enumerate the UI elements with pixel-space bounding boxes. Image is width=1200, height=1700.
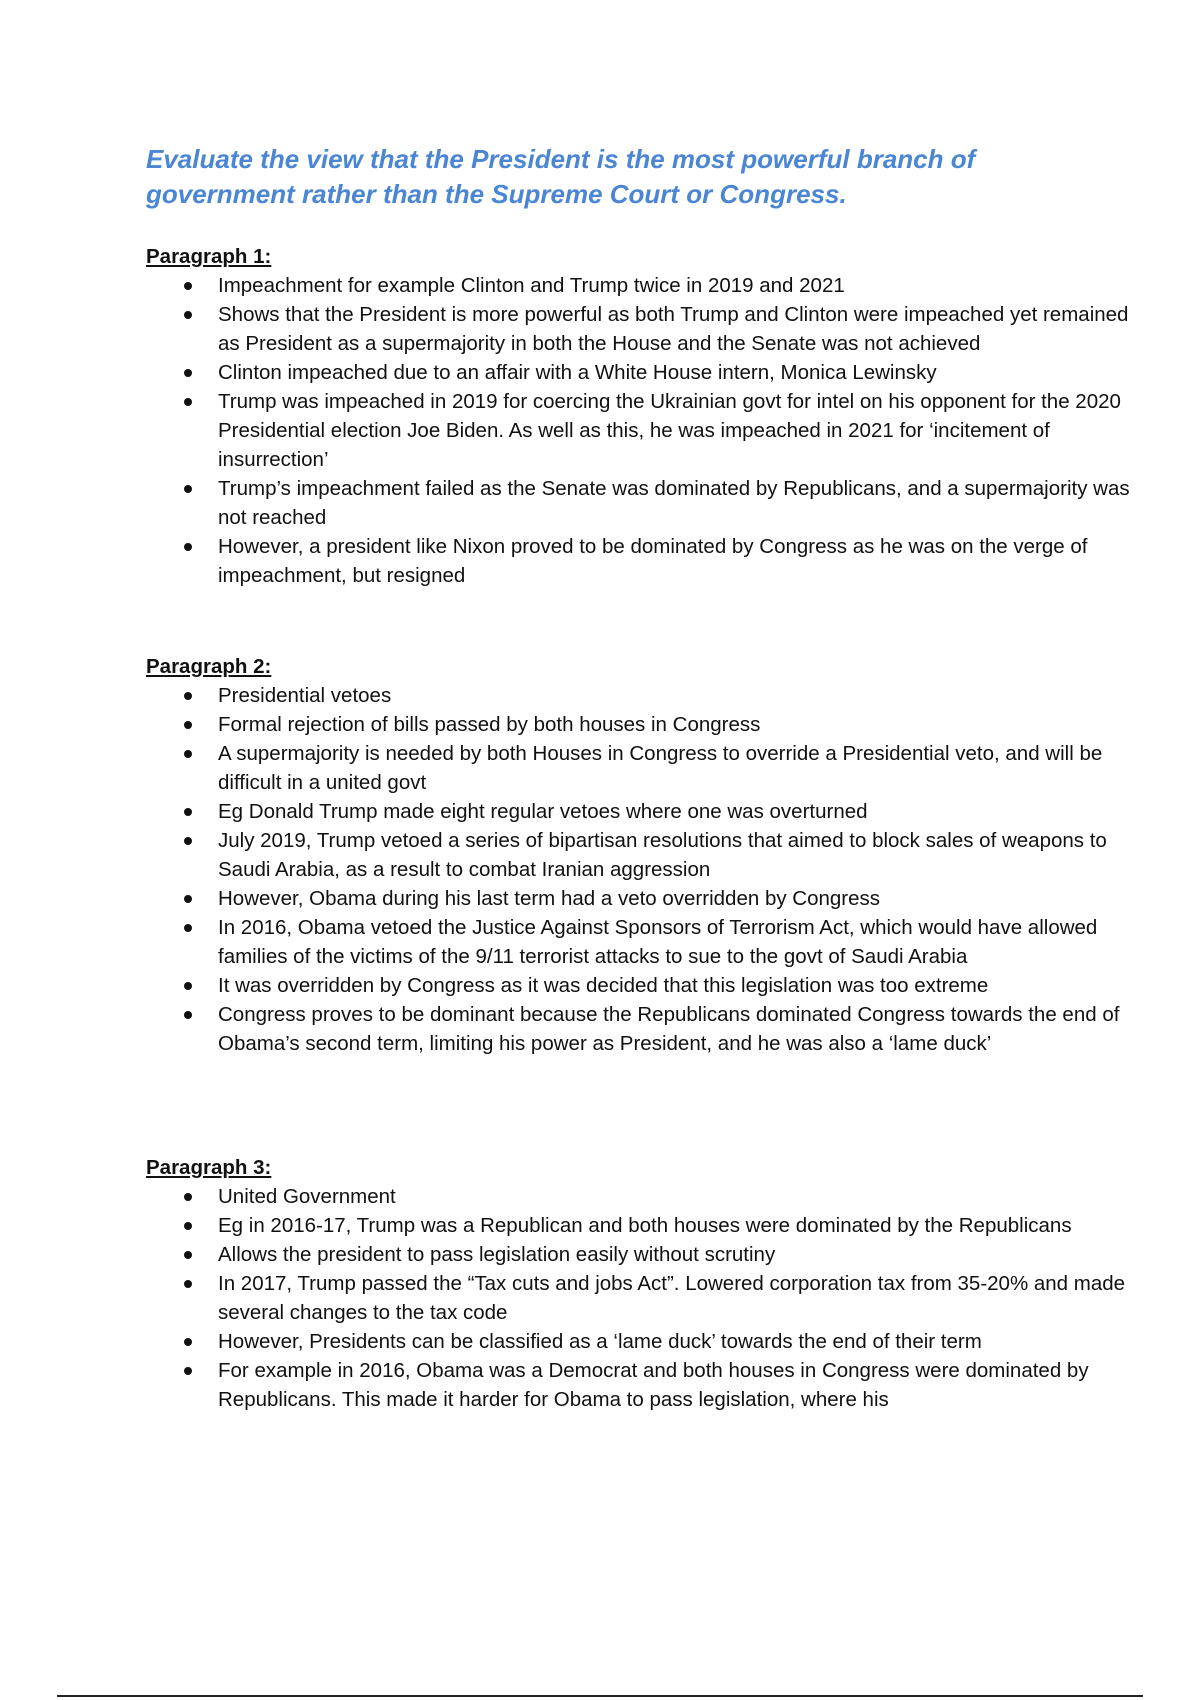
list-item bbox=[146, 358, 1138, 387]
list-item bbox=[146, 681, 1138, 710]
bullet-text: However, Presidents can be classified as a ‘lame duck’ towards the end of their term bbox=[218, 1330, 982, 1353]
bullet-icon bbox=[184, 1222, 192, 1230]
list-item bbox=[146, 1240, 1138, 1269]
bullet-text: In 2016, Obama vetoed the Justice Against Sponsors of Terrorism Act, which would have allowed families of the victims of the 9/11 terrorist attacks to sue to the govt of Saudi Arabia bbox=[218, 916, 1098, 968]
bullet-icon bbox=[184, 398, 192, 406]
paragraph-3-section bbox=[146, 1153, 1126, 1414]
bullet-icon bbox=[184, 1251, 192, 1259]
list-item bbox=[146, 913, 1138, 971]
bullet-icon bbox=[184, 485, 192, 493]
list-item bbox=[146, 300, 1138, 358]
paragraph-heading: Paragraph 1: bbox=[146, 245, 272, 268]
bullet-icon bbox=[184, 808, 192, 816]
bullet-icon bbox=[184, 895, 192, 903]
bullet-text: Trump’s impeachment failed as the Senate was dominated by Republicans, and a supermajority was not reached bbox=[218, 477, 1130, 529]
bullet-text: Allows the president to pass legislation easily without scrutiny bbox=[218, 1243, 776, 1266]
bullet-icon bbox=[184, 721, 192, 729]
bullet-text: Impeachment for example Clinton and Trump twice in 2019 and 2021 bbox=[218, 274, 845, 297]
paragraph-heading: Paragraph 3: bbox=[146, 1156, 272, 1179]
bullet-icon bbox=[184, 837, 192, 845]
bullet-text: A supermajority is needed by both Houses in Congress to override a Presidential veto, and will be difficult in a united govt bbox=[218, 742, 1103, 794]
list-item bbox=[146, 1327, 1138, 1356]
bullet-icon bbox=[184, 1367, 192, 1375]
bullet-text: Trump was impeached in 2019 for coercing the Ukrainian govt for intel on his opponent for the 2020 Presidential election Joe Biden. As well as this, he was impeached in 2021 for ‘incitement of insurrection’ bbox=[218, 390, 1121, 471]
list-item bbox=[146, 1182, 1138, 1211]
list-item bbox=[146, 1000, 1138, 1058]
bullet-list bbox=[146, 681, 1120, 1058]
list-item bbox=[146, 884, 1138, 913]
bullet-text: July 2019, Trump vetoed a series of bipartisan resolutions that aimed to block sales of weapons to Saudi Arabia, as a result to combat Iranian aggression bbox=[218, 829, 1107, 881]
bullet-text: However, Obama during his last term had a veto overridden by Congress bbox=[218, 887, 881, 910]
list-item bbox=[146, 739, 1138, 797]
bullet-icon bbox=[184, 1011, 192, 1019]
bullet-text: Congress proves to be dominant because the Republicans dominated Congress towards the end of Obama’s second term, limiting his power as President, and he was also a ‘lame duck’ bbox=[218, 1003, 1120, 1055]
list-item bbox=[146, 271, 1138, 300]
list-item bbox=[146, 710, 1138, 739]
bullet-icon bbox=[184, 282, 192, 290]
paragraph-2-section bbox=[146, 652, 1120, 1058]
bullet-icon bbox=[184, 982, 192, 990]
list-item bbox=[146, 1211, 1138, 1240]
paragraph-1-section bbox=[146, 242, 1130, 590]
bullet-icon bbox=[184, 369, 192, 377]
essay-title: Evaluate the view that the President is the most powerful branch of government rather than the Supreme Court or Congress. bbox=[146, 144, 976, 209]
list-item bbox=[146, 474, 1138, 532]
bullet-text: Formal rejection of bills passed by both houses in Congress bbox=[218, 713, 761, 736]
bullet-icon bbox=[184, 311, 192, 319]
bullet-icon bbox=[184, 1193, 192, 1201]
bullet-text: Eg in 2016-17, Trump was a Republican and both houses were dominated by the Republicans bbox=[218, 1214, 1072, 1237]
list-item bbox=[146, 387, 1138, 474]
list-item bbox=[146, 797, 1138, 826]
bullet-text: Presidential vetoes bbox=[218, 684, 392, 707]
list-item bbox=[146, 1356, 1138, 1414]
paragraph-heading: Paragraph 2: bbox=[146, 655, 272, 678]
list-item bbox=[146, 1269, 1138, 1327]
bullet-text: Clinton impeached due to an affair with a White House intern, Monica Lewinsky bbox=[218, 361, 937, 384]
bullet-list bbox=[146, 271, 1130, 590]
bullet-icon bbox=[184, 1338, 192, 1346]
bullet-icon bbox=[184, 750, 192, 758]
list-item bbox=[146, 826, 1138, 884]
bullet-text: Eg Donald Trump made eight regular vetoes where one was overturned bbox=[218, 800, 868, 823]
bullet-icon bbox=[184, 543, 192, 551]
bullet-text: It was overridden by Congress as it was decided that this legislation was too extreme bbox=[218, 974, 989, 997]
bullet-icon bbox=[184, 692, 192, 700]
bullet-text: For example in 2016, Obama was a Democrat and both houses in Congress were dominated by Republicans. This made it harder for Obama to pass legislation, where his bbox=[218, 1359, 1089, 1411]
bullet-list bbox=[146, 1182, 1126, 1414]
bullet-text: However, a president like Nixon proved to be dominated by Congress as he was on the verge of impeachment, but resigned bbox=[218, 535, 1088, 587]
list-item bbox=[146, 532, 1138, 590]
list-item bbox=[146, 971, 1138, 1000]
bullet-text: United Government bbox=[218, 1185, 396, 1208]
bullet-text: Shows that the President is more powerful as both Trump and Clinton were impeached yet remained as President as a supermajority in both the House and the Senate was not achieved bbox=[218, 303, 1129, 355]
bullet-text: In 2017, Trump passed the “Tax cuts and jobs Act”. Lowered corporation tax from 35-20% and made several changes to the tax code bbox=[218, 1272, 1126, 1324]
page-bottom-rule bbox=[57, 1695, 1143, 1697]
bullet-icon bbox=[184, 1280, 192, 1288]
bullet-icon bbox=[184, 924, 192, 932]
